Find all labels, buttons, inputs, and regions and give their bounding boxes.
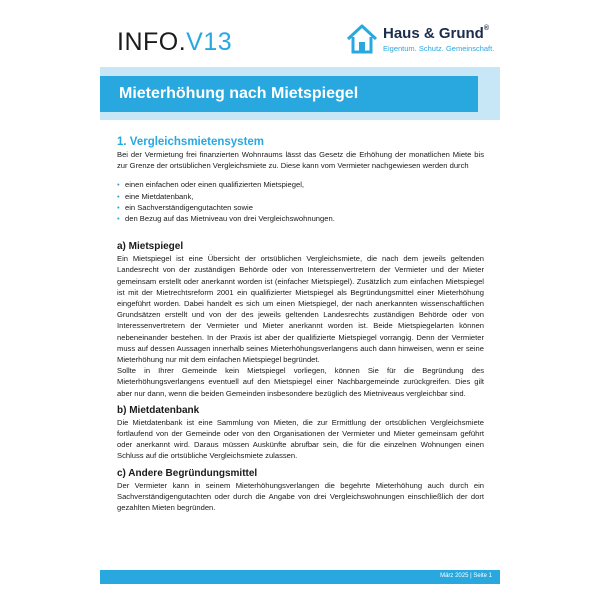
list-item [117, 191, 484, 202]
mietdatenbank-paragraph: Die Mietdatenbank ist eine Sammlung von Mieten, die zur Ermittlung der ortsüblichen Vergleichsmiete fortlaufend von der Gemeinde oder von den Organisationen der Vermieter und Mieter gemeinsam geführt oder anerkannt wird. Daraus müssen Auskünfte abrufbar sein, die für die einzelnen Wohnungen einen Schluss auf die ortsübliche Vergleichsmiete zulassen. [117, 417, 484, 461]
list-item-text: einen einfachen oder einen qualifizierten Mietspiegel, [125, 180, 304, 190]
list-item-text: eine Mietdatenbank, [125, 191, 194, 201]
list-item-text: ein Sachverständigengutachten sowie [125, 202, 253, 212]
mietspiegel-neighbor-paragraph: Sollte in Ihrer Gemeinde kein Mietspiegel vorliegen, können Sie für die Begründung des Mieterhöhungsverlangens eventuell auf den Mietspiegel einer Nachbargemeinde zurückgreifen. Dies gilt aber nur dann, wenn die beiden Gemeinden insbesondere bezüglich des Mietniveaus vergleichbar sind. [117, 366, 484, 398]
andere-begruendungsmittel-paragraph: Der Vermieter kann in seinem Mieterhöhungsverlangen die begehrte Mieterhöhung auch durch ein Sachverständigengutachten oder durch die Angabe von drei Vergleichswohnungen einschließlich der dort gezahlten Mieten begründen. [117, 480, 484, 513]
document-code-number: V13 [186, 28, 233, 56]
bullet-icon: • [117, 180, 120, 190]
bullet-icon: • [117, 202, 120, 212]
list-item [117, 213, 484, 224]
list-item-text: den Bezug auf das Mietniveau von drei Vergleichswohnungen. [125, 214, 335, 224]
house-logo-icon [345, 22, 379, 56]
list-item [117, 202, 484, 213]
section-intro-paragraph: Bei der Vermietung frei finanzierten Wohnraums lässt das Gesetz die Erhöhung der monatlichen Miete bis zur Grenze der ortsüblichen Vergleichsmiete zu. Diese kann vom Vermieter nachgewiesen werden durch [117, 150, 484, 171]
registered-mark: ® [483, 25, 490, 32]
logo-name [383, 25, 489, 42]
footer-date-page: März 2025 | Seite 1 [440, 573, 492, 579]
proof-methods-list [117, 179, 484, 224]
bullet-icon: • [117, 214, 120, 224]
bullet-icon: • [117, 191, 120, 201]
section-heading-mietdatenbank: b) Mietdatenbank [117, 404, 200, 416]
document-body [117, 136, 484, 513]
section-heading-mietspiegel: a) Mietspiegel [117, 241, 184, 253]
list-item [117, 179, 484, 190]
logo-name-text: Haus & Grund [383, 25, 484, 42]
document-code [117, 28, 232, 57]
logo-tagline: Eigentum. Schutz. Gemeinschaft. [383, 44, 495, 53]
haus-und-grund-logo [345, 22, 495, 58]
footer-bar [100, 570, 500, 584]
section-heading-vergleichsmietensystem: 1. Vergleichsmietensystem [117, 136, 265, 148]
page-title: Mieterhöhung nach Mietspiegel [119, 85, 359, 102]
section-heading-andere-begruendungsmittel: c) Andere Begründungsmittel [117, 467, 258, 479]
mietspiegel-paragraph: Ein Mietspiegel ist eine Übersicht der ortsüblichen Vergleichsmiete, die nach dem jeweils geltenden Landesrecht von der zuständigen Behörde oder von Interessenvertretern der Vermieter und der Mieter gemeinsam erstellt oder anerkannt worden ist (einfacher Mietspiegel). Zusätzlich zum einfachen Mietspiegel ist mit der Mietrechtsreform 2001 ein qualifizierter Mietspiegel als Begründungsmittel einer Mieterhöhung eingeführt worden. Dabei handelt es sich um einen Mietspiegel, der nach anerkannten wissenschaftlichen Grundsätzen erstellt und von der des jeweils geltenden Landesrechts zuständigen Behörde oder von Interessenvertretern der Vermieter und Mieter anerkannt worden ist. Beide Mietspiegelarten können nebeneinander bestehen. In der Praxis ist aber der qualifizierte Mietspiegel vorrangig. Denn der Vermieter muss auf dessen Aussagen innerhalb seines Mieterhöhungsverlangens auch dann hinweisen, wenn er seine Mieterhöhung nur mit dem einfachen Mietspiegel begründet. [117, 254, 484, 365]
document-code-prefix: INFO. [117, 28, 187, 56]
